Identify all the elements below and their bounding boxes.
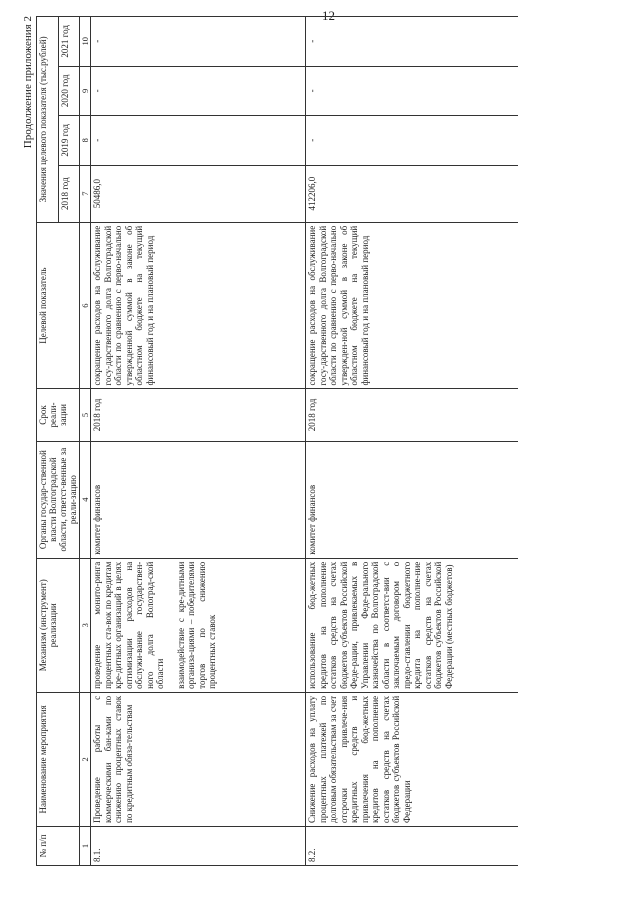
row-num: 8.1. [91, 826, 306, 865]
row-target: сокращение расходов на обслуживание госу-дарственного долга Волгоградской области по сравнению с перво-начально утвержденной суммой в законе об областном бюджете на текущий финансовый год и на плановый период [91, 222, 306, 389]
row-organ: комитет финансов [91, 441, 306, 558]
measures-table [36, 16, 518, 866]
col-number: 8 [80, 116, 91, 165]
rotated-table-page [22, 16, 512, 866]
header-2019: 2019 год [58, 116, 80, 165]
mechanism-paragraph: взаимодействие с кре-дитными организа-циями – победителями торгов по снижению процентных ставок [175, 561, 217, 689]
row-mechanism [91, 558, 306, 692]
col-number: 4 [80, 441, 91, 558]
row-value-2018: 412206,0 [306, 165, 519, 222]
page-number: 12 [322, 8, 335, 23]
header-2018: 2018 год [58, 165, 80, 222]
column-numbers-row [80, 17, 91, 866]
mechanism-paragraph: использование бюд-жетных кредитов на пополнение остатков средств на счетах бюджетов субъектов Российской Феде-рации, привлекаемых в Управлении Феде-рального казначейства по Волгоградской области в соответст-вии с заключаемым договором о предо-ставлении бюджетного кредита на пополне-ние остатков средств на счетах бюджетов субъектов Российской Федерации (местных бюджетов) [307, 561, 454, 689]
col-number: 2 [80, 692, 91, 826]
row-term: 2018 год [306, 389, 519, 441]
mechanism-paragraph: проведение монито-ринга процентных ста-вок по кредитам кре-дитных организаций в целях оптимизации расходов на обслужи-вание государствен-ного долга Волоград-ской области [92, 561, 165, 689]
col-number: 7 [80, 165, 91, 222]
row-num: 8.2. [306, 826, 519, 865]
header-term: Срок реали-зации [37, 389, 80, 441]
continuation-note: Продолжение приложения 2 [22, 16, 34, 149]
header-num: № п/п [37, 826, 80, 865]
row-value-2020: - [91, 66, 306, 115]
row-name: Проведение работы с коммерческими бан-ками по снижению процентных ставок по кредитным обяза-тельствам [91, 692, 306, 826]
table-row [306, 17, 519, 866]
col-number: 9 [80, 66, 91, 115]
row-mechanism [306, 558, 519, 692]
row-name: Снижение расходов на уплату процентных платежей по долговым обязательствам за счет отсрочки привлече-ния кредитных средств и привлечения бюд-жетных кредитов на пополнение остатков средств на счетах бюджетов субъектов Российской Федерации [306, 692, 519, 826]
table-row [91, 17, 306, 866]
row-organ: комитет финансов [306, 441, 519, 558]
row-value-2019: - [306, 116, 519, 165]
header-organs: Органы государ-ственной власти Волгоградской области, ответст-венные за реали-зацию [37, 441, 80, 558]
col-number: 1 [80, 826, 91, 865]
header-2021: 2021 год [58, 17, 80, 67]
col-number: 5 [80, 389, 91, 441]
col-number: 3 [80, 558, 91, 692]
col-number: 6 [80, 222, 91, 389]
row-value-2021: - [306, 17, 519, 67]
row-value-2021: - [91, 17, 306, 67]
row-value-2019: - [91, 116, 306, 165]
row-term: 2018 год [91, 389, 306, 441]
header-target: Целевой показатель [37, 222, 80, 389]
row-value-2020: - [306, 66, 519, 115]
row-value-2018: 50486,0 [91, 165, 306, 222]
header-values-group: Значения целевого показателя (тыс.рублей) [37, 17, 59, 223]
header-mechanism: Механизм (инструмент) реализации [37, 558, 80, 692]
row-target: сокращение расходов на обслуживание госу-дарственного долга Волгоградской области по сравнению с перво-начально утвержден-ной суммой в законе об областном бюджете на текущий финансовый год и на плановый период [306, 222, 519, 389]
header-2020: 2020 год [58, 66, 80, 115]
col-number: 10 [80, 17, 91, 67]
header-name: Наименование мероприятия [37, 692, 80, 826]
